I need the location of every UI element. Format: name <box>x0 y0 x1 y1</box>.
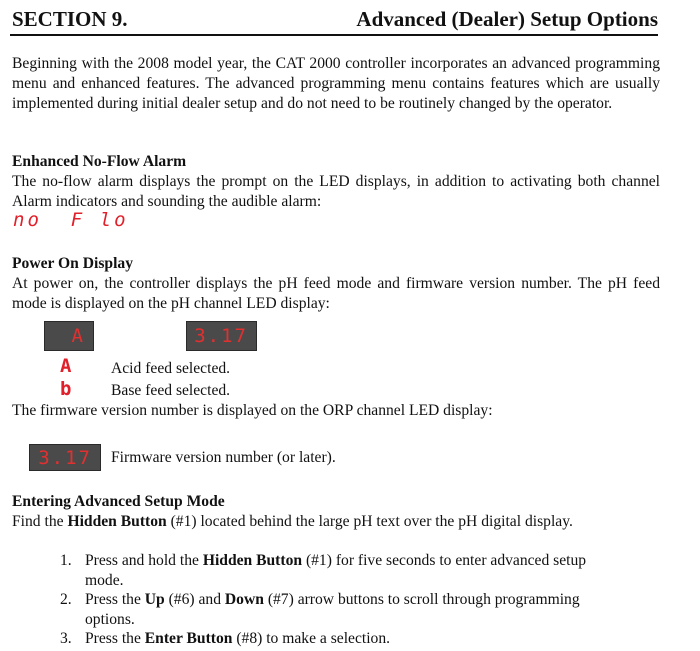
firmware-led-display: 3.17 <box>29 444 101 471</box>
firmware-paragraph: The firmware version number is displayed on the ORP channel LED display: <box>12 402 493 419</box>
list-item: 3. Press the Enter Button (#8) to make a selection. <box>60 630 391 648</box>
advanced-heading: Entering Advanced Setup Mode <box>12 493 225 510</box>
intro-paragraph: Beginning with the 2008 model year, the CAT 2000 controller incorporates an advanced programming menu and enhanced features. The advanced programming menu contains features which are usually implemented during initial dealer setup and do not need to be routinely changed by the operator. <box>12 55 660 112</box>
acid-feed-label: Acid feed selected. <box>111 360 231 377</box>
advanced-paragraph: Find the Hidden Button (#1) located behind the large pH text over the pH digital display. <box>12 513 573 530</box>
list-item: 1. Press and hold the Hidden Button (#1) for five seconds to enter advanced setup mode. <box>60 552 587 589</box>
section-title: Advanced (Dealer) Setup Options <box>356 7 658 31</box>
noflow-led-prompt: no F lo <box>13 209 129 231</box>
firmware-label: Firmware version number (or later). <box>111 449 336 466</box>
noflow-paragraph: The no-flow alarm displays the prompt on the LED displays, in addition to activating both channel Alarm indicators and sounding the audible alarm: <box>12 173 660 210</box>
base-feed-label: Base feed selected. <box>111 382 231 399</box>
noflow-heading: Enhanced No-Flow Alarm <box>12 153 187 170</box>
list-item: 2. Press the Up (#6) and Down (#7) arrow buttons to scroll through programming options. <box>60 591 580 628</box>
section-number: SECTION 9. <box>12 7 128 31</box>
base-led-symbol: b <box>60 378 72 400</box>
ph-led-display: A <box>44 321 94 351</box>
acid-led-symbol: A <box>60 355 72 377</box>
hidden-button-term: Hidden Button <box>67 513 167 530</box>
power-on-heading: Power On Display <box>12 255 134 272</box>
power-on-paragraph: At power on, the controller displays the pH feed mode and firmware version number. The pH feed mode is displayed on the pH channel LED display: <box>12 275 660 312</box>
setup-steps-list <box>60 551 620 649</box>
section-header <box>10 4 658 36</box>
orp-led-display: 3.17 <box>186 321 257 351</box>
